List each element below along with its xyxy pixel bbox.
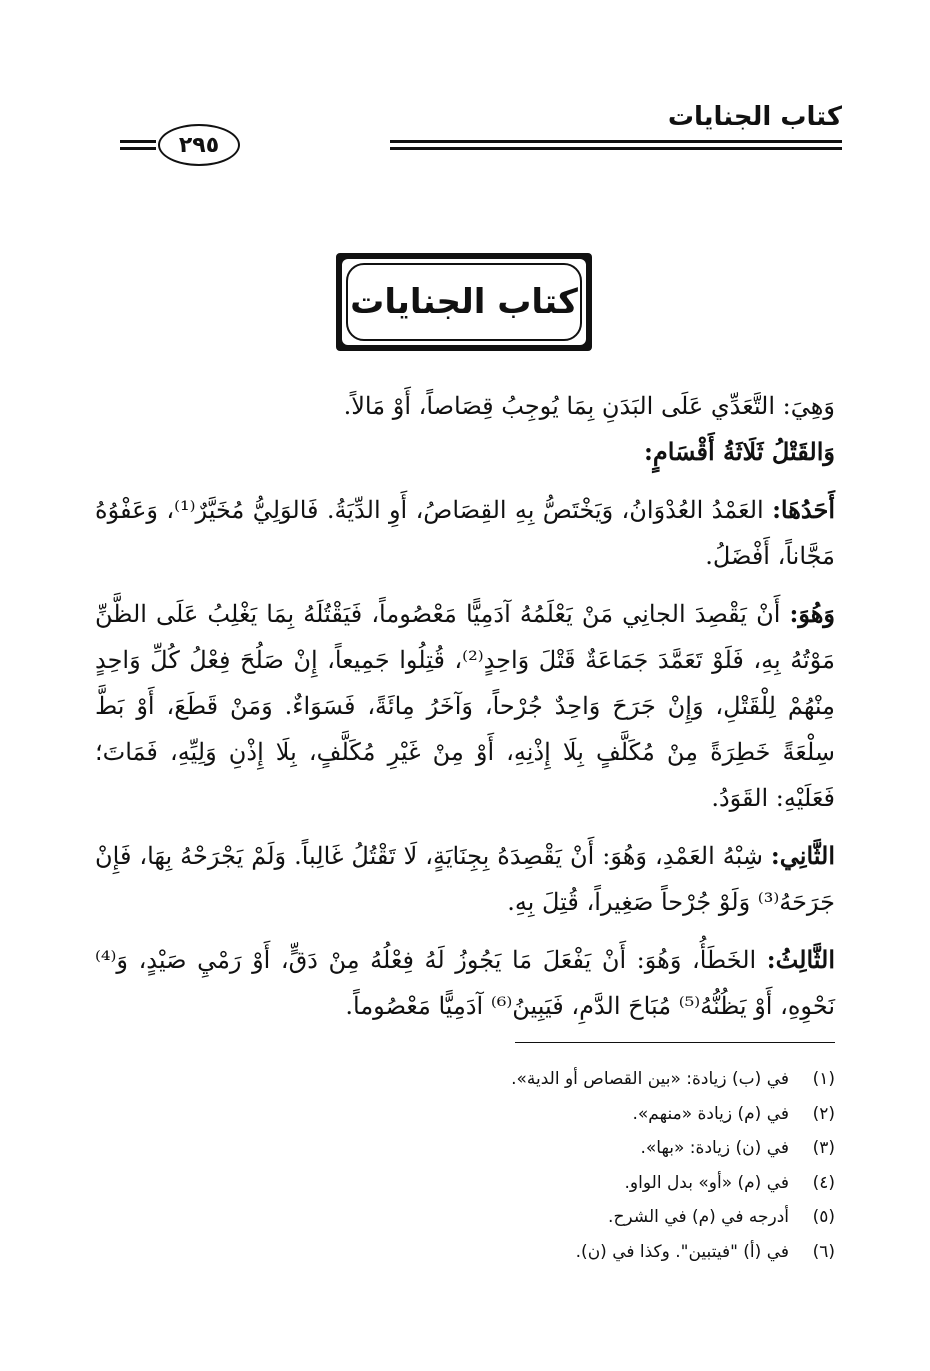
chapter-title: كتاب الجنايات	[346, 263, 582, 341]
paragraph-lead: الثَّانِي:	[770, 841, 835, 870]
paragraph-lead: وَهُوَ:	[789, 599, 835, 628]
footnote-number: (١)	[812, 1069, 835, 1089]
header-rule-left-2	[120, 147, 156, 150]
paragraph-second-type	[95, 833, 835, 925]
footnote-text: في (ن) زيادة: «بها».	[640, 1138, 789, 1158]
header-rule-right	[390, 140, 842, 143]
chapter-title-frame	[336, 253, 592, 351]
running-title: كتاب الجنايات	[667, 102, 842, 132]
footnote-number: (٦)	[812, 1241, 835, 1262]
paragraph-types-heading	[95, 429, 835, 475]
paragraph-text: العَمْدُ العُدْوَانُ، وَيَخْتَصُّ بِهِ القِصَاصُ، أَوِ الدِّيَةُ. فَالوَلِيُّ مُخَيَّرٌ⁽¹⁾، وَعَفْوُهُ مَجَّاناً، أَفْضَلُ.	[95, 496, 835, 570]
footnote-item	[95, 1200, 835, 1235]
footnote-item	[95, 1235, 835, 1270]
paragraph-definition	[95, 383, 835, 429]
footnote-text: في (م) زيادة «منهم».	[632, 1103, 789, 1124]
footnote-number: (٣)	[812, 1138, 835, 1158]
paragraph-third-type	[95, 937, 835, 1029]
paragraph-lead: الثَّالِثُ:	[766, 945, 835, 974]
footnote-text: في (ب) زيادة: «بين القصاص أو الدية».	[511, 1069, 789, 1089]
paragraph-lead: وَالقَتْلُ ثَلَاثَةُ أَقْسَامٍ:	[644, 437, 835, 466]
paragraph-lead: أَحَدُهَا:	[772, 495, 835, 524]
paragraph-first-type-definition	[95, 591, 835, 821]
paragraph-text: أَنْ يَقْصِدَ الجانِي مَنْ يَعْلَمُهُ آدَمِيًّا مَعْصُوماً، فَيَقْتُلَهُ بِمَا يَغْلِبُ عَلَى الظَّنِّ مَوْتُهُ بِهِ، فَلَوْ تَعَمَّدَ جَمَاعَةٌ قَتْلَ وَاحِدٍ⁽²⁾، قُتِلُوا جَمِيعاً، إِنْ صَلُحَ فِعْلُ كُلِّ وَاحِدٍ مِنْهُمْ لِلْقَتْلِ، وَإِنْ جَرَحَ وَاحِدٌ جُرْحاً، وَآخَرُ مِائَةً، فَسَوَاءٌ. وَمَنْ قَطَعَ، أَوْ بَطَّ سِلْعَةً خَطِرَةً مِنْ مُكَلَّفٍ بِلَا إِذْنِهِ، أَوْ مِنْ غَيْرِ مُكَلَّفٍ، بِلَا إِذْنِ وَلِيِّهِ، فَمَاتَ؛ فَعَلَيْهِ: القَوَدُ.	[95, 600, 835, 812]
paragraph-text: شِبْهُ العَمْدِ، وَهُوَ: أَنْ يَقْصِدَهُ بِجِنَايَةٍ، لَا تَقْتُلُ غَالِباً. وَلَمْ يَجْرَحْهُ بِهَا، فَإِنْ جَرَحَهُ⁽³⁾ وَلَوْ جُرْحاً صَغِيراً، قُتِلَ بِهِ.	[95, 842, 835, 916]
paragraph-text: وَهِيَ: التَّعَدِّي عَلَى البَدَنِ بِمَا يُوجِبُ قِصَاصاً، أَوْ مَالاً.	[343, 392, 835, 420]
footnote-number: (٥)	[812, 1207, 835, 1227]
main-text	[95, 383, 835, 1029]
paragraph-first-type	[95, 487, 835, 579]
footnote-separator	[515, 1042, 835, 1043]
footnote-text: في (م) «أو» بدل الواو.	[624, 1172, 789, 1193]
footnote-text: أدرجه في (م) في الشرح.	[608, 1207, 789, 1227]
header-rule-left	[120, 140, 156, 143]
footnote-number: (٢)	[812, 1103, 835, 1124]
paragraph-text: الخَطَأُ، وَهُوَ: أَنْ يَفْعَلَ مَا يَجُوزُ لَهُ فِعْلُهُ مِنْ دَقٍّ، أَوْ رَمْيِ صَيْدٍ، وَ⁽⁴⁾نَحْوِهِ، أَوْ يَظُنُّهُ⁽⁵⁾ مُبَاحَ الدَّمِ، فَيَبِينُ⁽⁶⁾ آدَمِيًّا مَعْصُوماً.	[95, 946, 835, 1020]
footnote-item	[95, 1131, 835, 1166]
footnote-item	[95, 1097, 835, 1132]
footnote-item	[95, 1166, 835, 1201]
footnote-text: في (أ) "فيتبين". وكذا في (ن).	[575, 1241, 789, 1262]
footnote-item	[95, 1062, 835, 1097]
page-number: ٢٩٥	[158, 124, 240, 166]
chapter-title-frame-inner	[342, 259, 586, 345]
header-rule-right-2	[390, 147, 842, 150]
footnotes	[95, 1062, 835, 1269]
footnote-number: (٤)	[812, 1172, 835, 1193]
